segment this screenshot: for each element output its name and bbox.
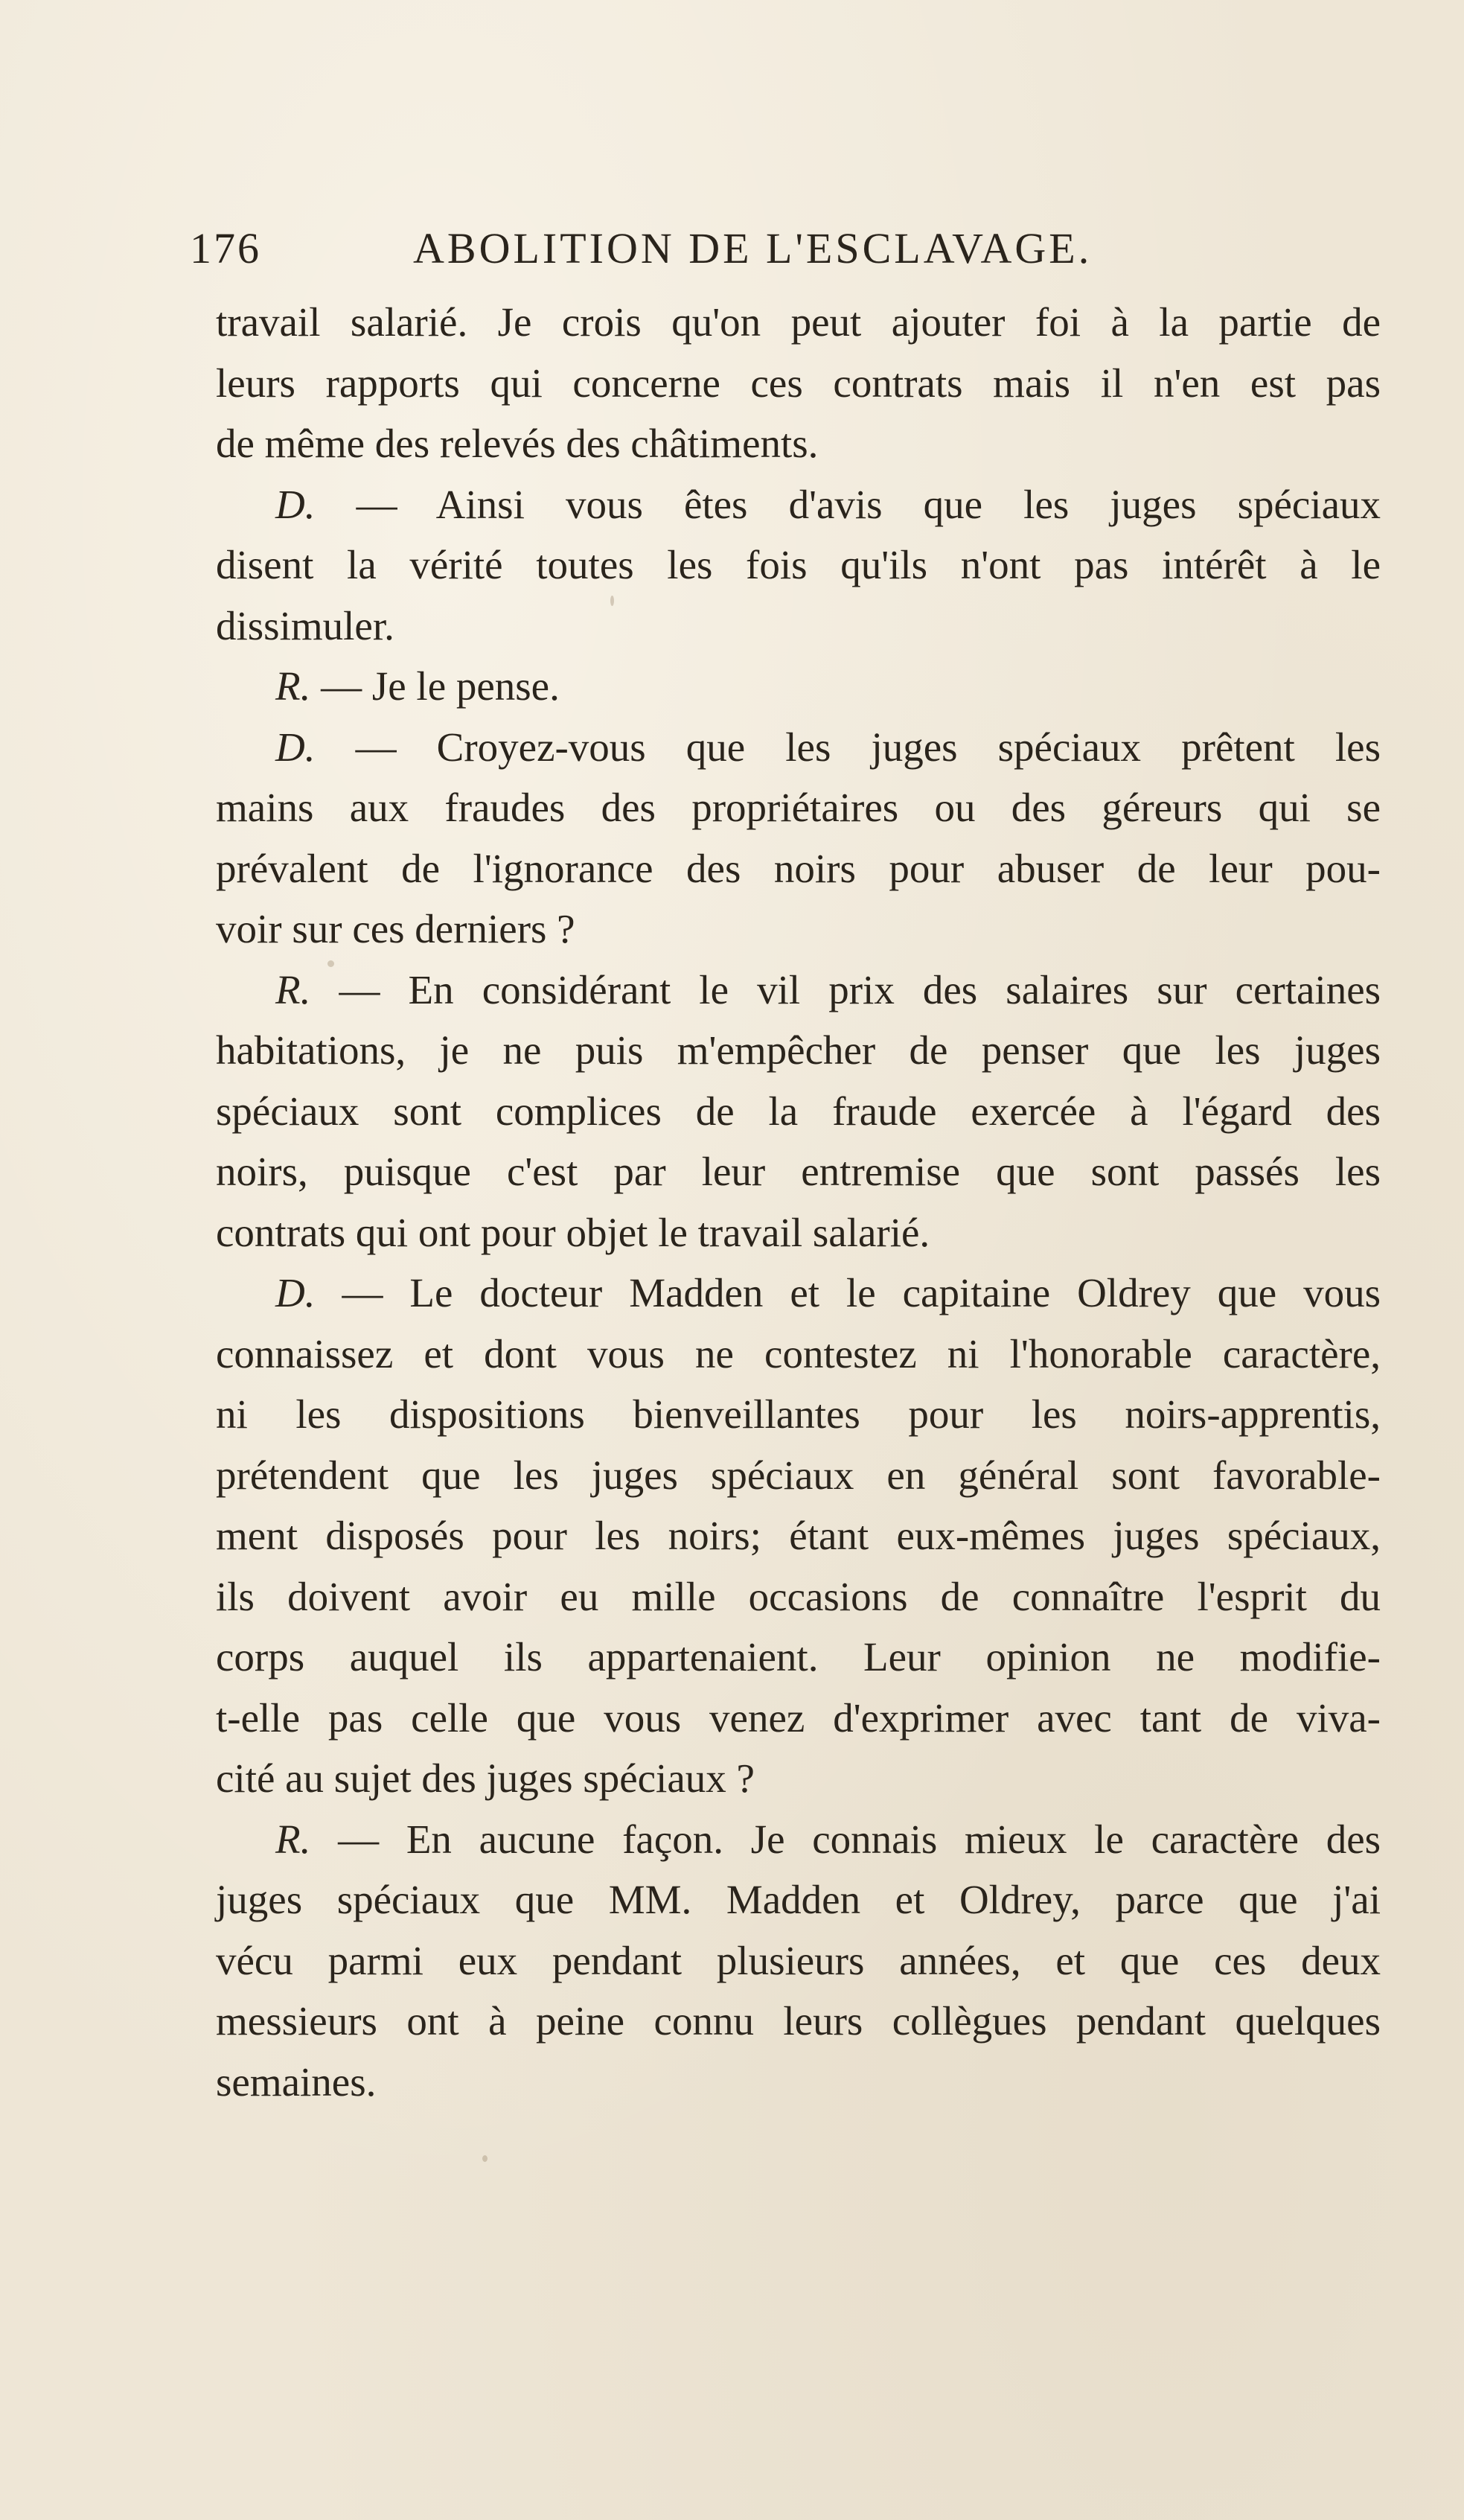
line-text: voir sur ces derniers ? [216, 906, 575, 951]
speaker-label: R. [275, 966, 311, 1012]
running-title: ABOLITION DE L'ESCLAVAGE. [413, 224, 1093, 272]
line-text: leurs rapports qui concerne ces contrats mais il n'en est pas [216, 360, 1381, 406]
line-text: vécu parmi eux pendant plusieurs années, et que ces deux [216, 1937, 1381, 1983]
line-text: — Le docteur Madden et le capitaine Oldrey que vous [342, 1270, 1381, 1315]
paper-speck [482, 2155, 488, 2162]
line-text: prévalent de l'ignorance des noirs pour abuser de leur pou- [216, 845, 1381, 891]
text-line [216, 1688, 1381, 1749]
line-text: — En aucune façon. Je connais mieux le caractère des [338, 1816, 1381, 1862]
line-text: travail salarié. Je crois qu'on peut ajouter foi à la partie de [216, 299, 1381, 345]
text-line [216, 1748, 1381, 1809]
speaker-label: D. [275, 724, 316, 770]
line-text: noirs, puisque c'est par leur entremise que sont passés les [216, 1149, 1381, 1194]
speaker-label: D. [275, 1270, 316, 1315]
text-line [216, 413, 1381, 474]
line-text: ils doivent avoir eu mille occasions de connaître l'esprit du [216, 1573, 1381, 1619]
line-text: ment disposés pour les noirs; étant eux-mêmes juges spéciaux, [216, 1513, 1381, 1558]
page-body-text [216, 292, 1381, 2112]
line-text: — Ainsi vous êtes d'avis que les juges spéciaux [356, 481, 1381, 527]
text-line [216, 1324, 1381, 1385]
text-line [216, 1930, 1381, 1991]
text-line [216, 1384, 1381, 1445]
line-text: semaines. [216, 2058, 377, 2105]
text-line [216, 1141, 1381, 1202]
running-header [190, 223, 1157, 283]
line-text: disent la vérité toutes les fois qu'ils n'ont pas intérêt à le [216, 542, 1381, 587]
text-line [216, 1627, 1381, 1688]
line-text: juges spéciaux que MM. Madden et Oldrey, parce que j'ai [216, 1877, 1381, 1922]
paper-speck [610, 596, 614, 606]
line-text: contrats qui ont pour objet le travail salarié. [216, 1209, 930, 1255]
line-text: de même des relevés des châtiments. [216, 421, 819, 466]
text-line [216, 838, 1381, 899]
line-text: dissimuler. [216, 602, 394, 648]
speaker-label: R. [275, 663, 311, 709]
paper-speck [327, 960, 334, 967]
text-line [216, 474, 1381, 535]
line-text: connaissez et dont vous ne contestez ni l'honorable caractère, [216, 1330, 1381, 1377]
text-line [216, 1263, 1381, 1324]
text-line [216, 1566, 1381, 1627]
text-line [216, 656, 1381, 717]
text-line [216, 1020, 1381, 1081]
line-text: spéciaux sont complices de la fraude exercée à l'égard des [216, 1088, 1381, 1134]
page-number: 176 [190, 224, 261, 272]
line-text: cité au sujet des juges spéciaux ? [216, 1755, 755, 1801]
text-line [216, 1991, 1381, 2052]
text-line [216, 1202, 1381, 1263]
text-line [216, 1809, 1381, 1870]
line-text: — Je le pense. [321, 663, 560, 709]
text-line [216, 1869, 1381, 1930]
speaker-label: R. [275, 1816, 311, 1862]
line-text: habitations, je ne puis m'empêcher de penser que les juges [216, 1027, 1381, 1073]
line-text: t-elle pas celle que vous venez d'exprimer avec tant de viva- [216, 1694, 1381, 1741]
text-line [216, 960, 1381, 1021]
line-text: mains aux fraudes des propriétaires ou des géreurs qui se [216, 785, 1381, 830]
speaker-label: D. [275, 481, 316, 527]
line-text: prétendent que les juges spéciaux en général sont favorable- [216, 1452, 1381, 1498]
text-line [216, 777, 1381, 838]
text-line [216, 1505, 1381, 1566]
text-line [216, 535, 1381, 596]
text-line [216, 292, 1381, 353]
line-text: messieurs ont à peine connu leurs collègues pendant quelques [216, 1998, 1381, 2044]
line-text: corps auquel ils appartenaient. Leur opinion ne modifie- [216, 1634, 1381, 1680]
text-line [216, 353, 1381, 414]
line-text: — Croyez-vous que les juges spéciaux prêtent les [355, 724, 1381, 770]
text-line [216, 899, 1381, 960]
line-text: ni les dispositions bienveillantes pour les noirs-apprentis, [216, 1391, 1381, 1437]
text-line [216, 596, 1381, 657]
text-line [216, 1081, 1381, 1142]
text-line [216, 1445, 1381, 1506]
text-line [216, 2052, 1381, 2113]
line-text: — En considérant le vil prix des salaires sur certaines [339, 966, 1381, 1012]
text-line [216, 717, 1381, 778]
